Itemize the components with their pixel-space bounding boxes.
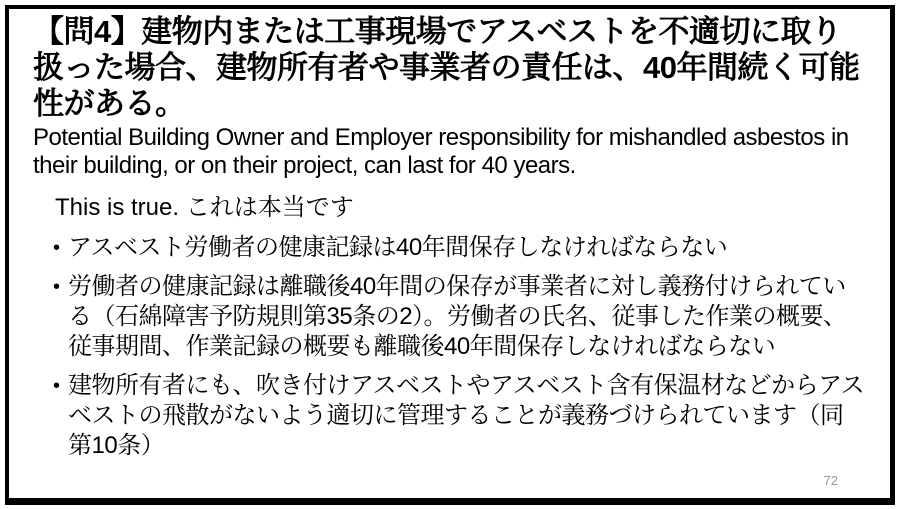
slide-title: 【問4】建物内または工事現場でアスベストを不適切に取り扱った場合、建物所有者や事業者の責任は、40年間続く可能性がある。 bbox=[33, 14, 860, 121]
slide-border-frame bbox=[5, 5, 895, 505]
bullet-item bbox=[33, 272, 866, 362]
bullet-text: 労働者の健康記録は離職後40年間の保存が事業者に対し義務付けられている（石綿障害予防規則第35条の2）。労働者の氏名、従事した作業の概要、従事期間、作業記録の概要も離職後40年間保存しなければならない bbox=[68, 273, 847, 360]
bullet-item bbox=[33, 233, 866, 263]
bullet-icon: • bbox=[53, 375, 60, 397]
bullet-icon: • bbox=[53, 237, 60, 259]
bullet-item bbox=[33, 371, 866, 461]
bullet-text: アスベスト労働者の健康記録は40年間保存しなければならない bbox=[68, 234, 728, 261]
answer-statement: This is true. これは本当です bbox=[55, 194, 354, 221]
page-number: 72 bbox=[823, 473, 838, 488]
slide-content bbox=[9, 9, 890, 461]
bullet-text: 建物所有者にも、吹き付けアスベストやアスベスト含有保温材などからアスベストの飛散がないよう適切に管理することが義務づけられています（同第10条） bbox=[68, 372, 865, 459]
bullet-list bbox=[33, 233, 870, 461]
slide-subtitle-english: Potential Building Owner and Employer responsibility for mishandled asbestos in their building, or on their project, can last for 40 years. bbox=[33, 124, 849, 179]
bullet-icon: • bbox=[53, 276, 60, 298]
